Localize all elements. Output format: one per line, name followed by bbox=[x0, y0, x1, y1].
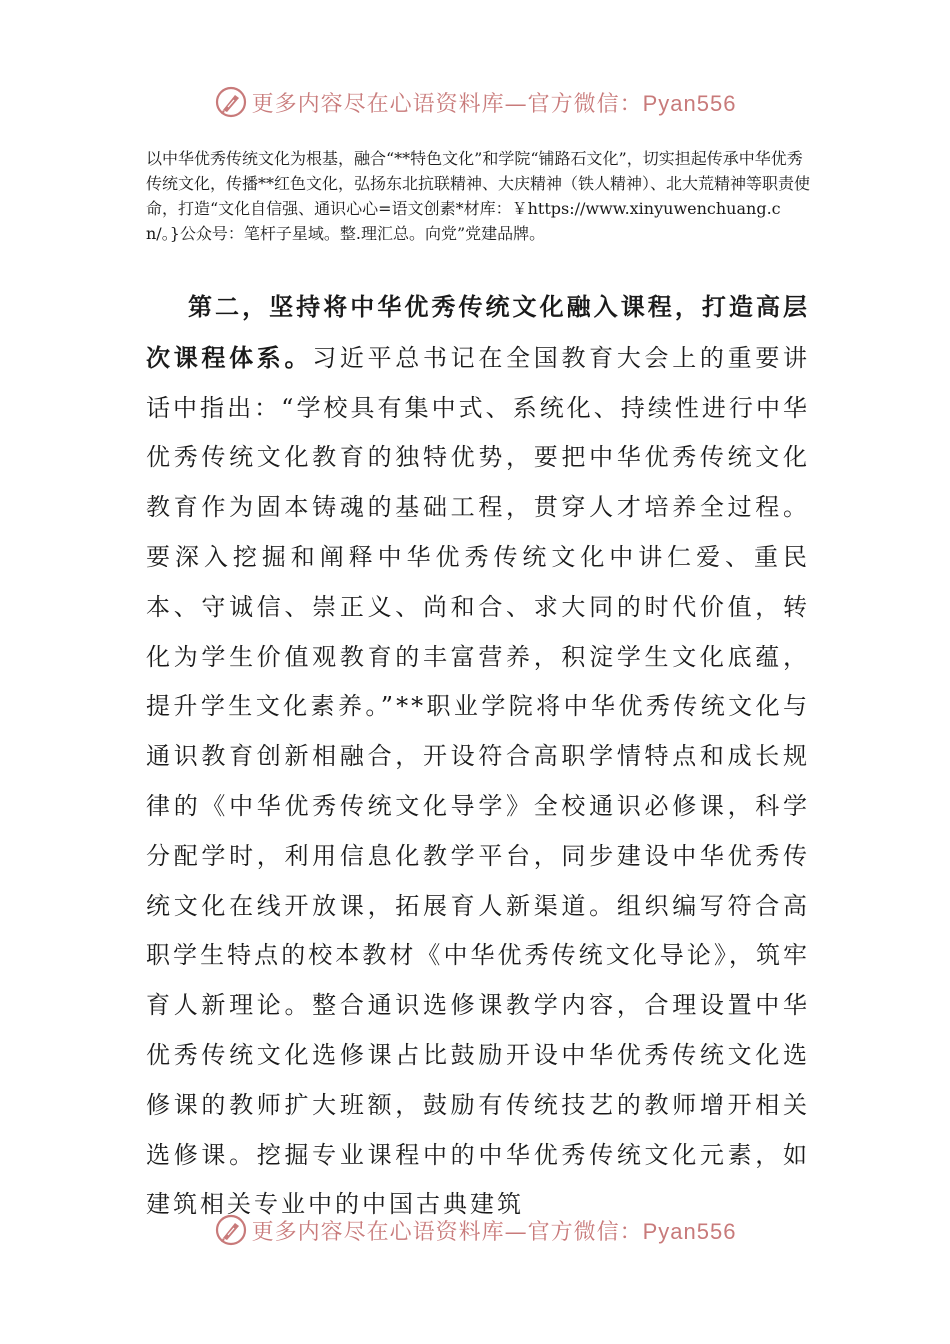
section-heading: 第二，坚持将中华优秀传统文化融入课程，打造高层次课程体系。 bbox=[146, 292, 810, 372]
pen-nib-logo-icon bbox=[214, 1213, 248, 1247]
intro-paragraph: 以中华优秀传统文化为根基，融合“**特色文化”和学院“铺路石文化”，切实担起传承中华优秀传统文化，传播**红色文化，弘扬东北抗联精神、大庆精神（铁人精神）、北大荒精神等职责使命，打造“文化自信强、通识心心=语文创素*材库：￥https://www.xinyuwenchuang.cn/。}公众号：笔杆子星域。整.理汇总。向党”党建品牌。 bbox=[146, 149, 811, 243]
banner-text bbox=[252, 87, 737, 118]
banner-text-cn: 更多内容尽在心语资料库—官方微信： bbox=[251, 91, 643, 117]
banner-text bbox=[252, 1215, 737, 1246]
banner-wechat-id: Pyan556 bbox=[642, 1218, 737, 1244]
section-paragraph bbox=[146, 282, 810, 1230]
footer-banner bbox=[0, 1210, 950, 1250]
banner-text-cn: 更多内容尽在心语资料库—官方微信： bbox=[251, 1219, 643, 1245]
section-body: 习近平总书记在全国教育大会上的重要讲话中指出：“学校具有集中式、系统化、持续性进行中华优秀传统文化教育的独特优势，要把中华优秀传统文化教育作为固本铸魂的基础工程，贯穿人才培养全过程。要深入挖掘和阐释中华优秀传统文化中讲仁爱、重民本、守诚信、崇正义、尚和合、求大同的时代价值，转化为学生价值观教育的丰富营养，积淀学生文化底蕴，提升学生文化素养。”**职业学院将中华优秀传统文化与通识教育创新相融合，开设符合高职学情特点和成长规律的《中华优秀传统文化导学》全校通识必修课，科学分配学时，利用信息化教学平台，同步建设中华优秀传统文化在线开放课，拓展育人新渠道。组织编写符合高职学生特点的校本教材《中华优秀传统文化导论》，筑牢育人新理论。整合通识选修课教学内容，合理设置中华优秀传统文化选修课占比鼓励开设中华优秀传统文化选修课的教师扩大班额，鼓励有传统技艺的教师增开相关选修课。挖掘专业课程中的中华优秀传统文化元素，如建筑相关专业中的中国古典建筑 bbox=[146, 343, 811, 1219]
pen-nib-logo-icon bbox=[214, 85, 248, 119]
header-banner bbox=[0, 82, 950, 122]
banner-wechat-id: Pyan556 bbox=[642, 90, 737, 116]
